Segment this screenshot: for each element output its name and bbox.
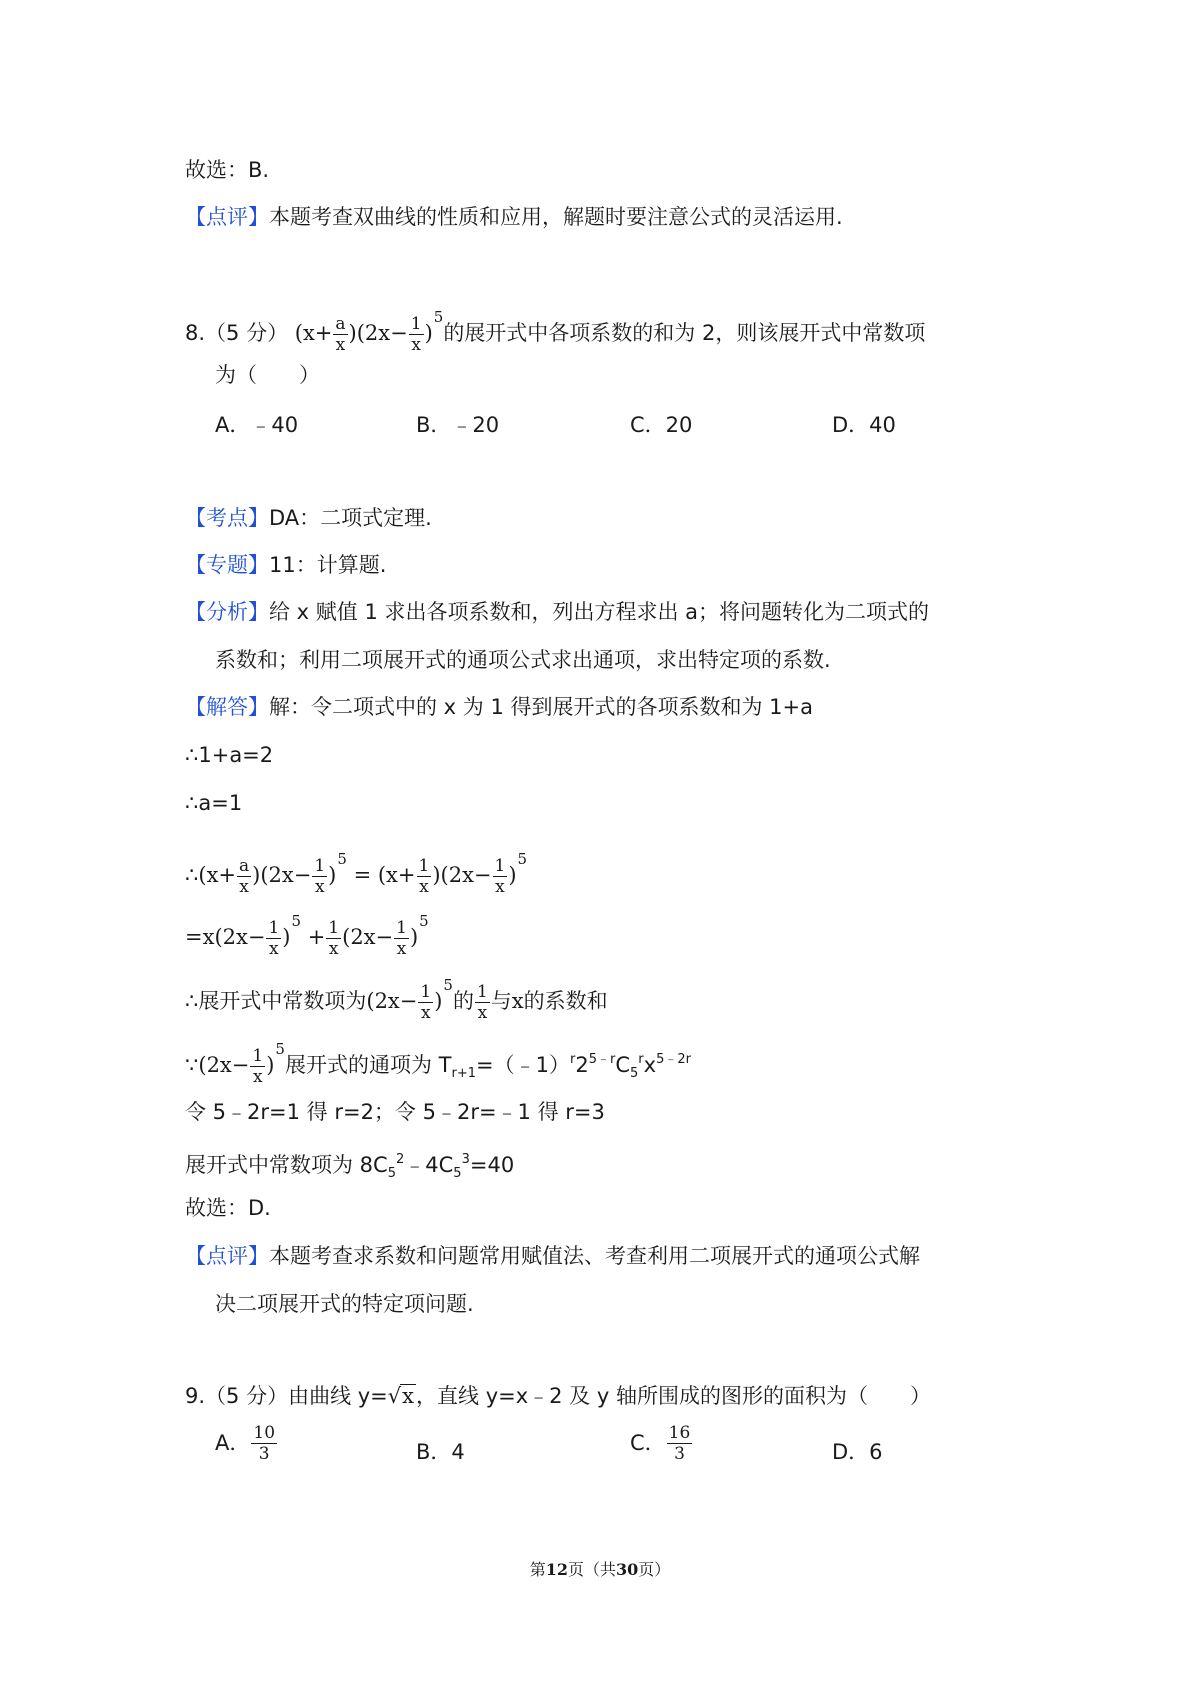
q8-jieda: 【解答】解：令二项式中的 x 为 1 得到展开式的各项系数和为 1+a <box>185 695 813 719</box>
q8-option-b: B．﹣20 <box>416 413 500 437</box>
review-text: 本题考查双曲线的性质和应用，解题时要注意公式的灵活运用. <box>269 205 843 229</box>
prev-review <box>185 202 843 232</box>
prev-conclusion: 故选：B. <box>185 158 270 182</box>
q8-zhuanti: 【专题】11：计算题. <box>185 553 387 577</box>
q9-option-d: D．6 <box>832 1440 883 1464</box>
q8-conclusion: 故选：D. <box>185 1196 271 1220</box>
q8-stem-text: 的展开式中各项系数的和为 2，则该展开式中常数项 <box>443 321 926 345</box>
q8-stem <box>185 302 925 354</box>
q8-fenxi-line2: 系数和；利用二项展开式的通项公式求出通项，求出特定项的系数. <box>215 648 831 672</box>
q8-step-7: 令 5﹣2r=1 得 r=2；令 5﹣2r=﹣1 得 r=3 <box>185 1100 605 1124</box>
q9-option-a: A． $\frac{10}{3}$ <box>215 1423 276 1464</box>
q8-stem-line2: 为（ ） <box>215 363 320 387</box>
page-footer: 第12页（共30页） <box>529 1560 671 1579</box>
q8-step-1: ∴1+a=2 <box>185 743 274 767</box>
review-tag: 【点评】 <box>185 205 269 229</box>
q9-stem: 9.（5 分）由曲线 y=√x，直线 y=x﹣2 及 y 轴所围成的图形的面积为（ ） <box>185 1384 931 1408</box>
q8-step-6: ∵(2x− $\frac{1}{x}$ )$^5$展开式的通项为 $T_{r+1}=(﹣1)^r2^{5﹣r}C_5^rx^{5﹣2r}$ <box>185 1040 691 1087</box>
q8-review: 【点评】本题考查求系数和问题常用赋值法、考查利用二项展开式的通项公式解 <box>185 1244 920 1268</box>
q8-fenxi: 【分析】给 x 赋值 1 求出各项系数和，列出方程求出 a；将问题转化为二项式的 <box>185 600 930 624</box>
q8-option-c: C．20 <box>630 413 693 437</box>
q9-option-b: B．4 <box>416 1440 465 1464</box>
q8-step-3: ∴(x+ $\frac{a}{x}$ )(2x− $\frac{1}{x}$ )$^5$ = (x+ $\frac{1}{x}$ )(2x− $\frac{1}{x}$ )$^5$ <box>185 850 528 897</box>
q8-step-5: ∴展开式中常数项为(2x− $\frac{1}{x}$ )$^5$的 $\frac{1}{x}$ 与x的系数和 <box>185 976 608 1023</box>
q8-review-line2: 决二项展开式的特定项问题. <box>215 1292 474 1316</box>
q8-step-2: ∴a=1 <box>185 791 243 815</box>
q9-option-c: C． $\frac{16}{3}$ <box>630 1423 691 1464</box>
q8-expression: (x+ $\frac{a}{x}$ )(2x− $\frac{1}{x}$ )$^5$ <box>294 308 444 355</box>
q8-kaodian: 【考点】DA：二项式定理. <box>185 506 432 530</box>
q8-option-a: A．﹣40 <box>215 413 299 437</box>
q8-step-4: =x(2x− $\frac{1}{x}$ )$^5$ + $\frac{1}{x}$ (2x− $\frac{1}{x}$ )$^5$ <box>185 912 429 959</box>
q8-option-d: D．40 <box>832 413 896 437</box>
q8-number: 8.（5 分） <box>185 321 289 345</box>
q8-step-8: 展开式中常数项为 $8C_5^2﹣4C_5^3=40$ <box>185 1152 515 1181</box>
